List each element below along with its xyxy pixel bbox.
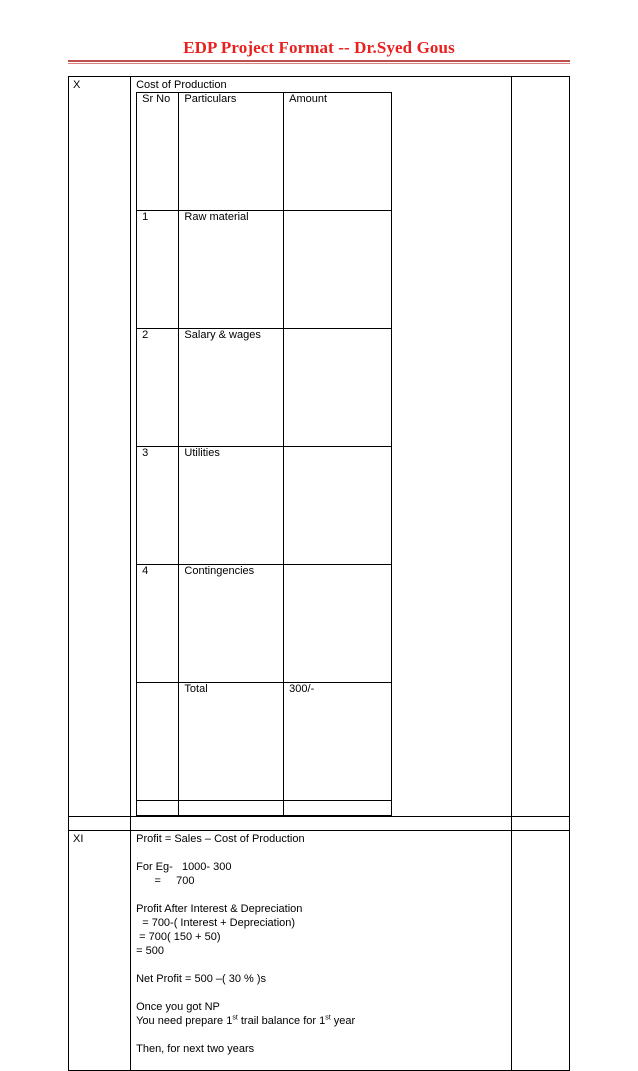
- table-row-blank: [137, 801, 392, 816]
- table-cell: Salary & wages: [179, 329, 284, 447]
- pad-heading: Profit After Interest & Depreciation: [136, 903, 303, 915]
- column-header: Particulars: [179, 93, 284, 211]
- table-cell: 1: [137, 211, 179, 329]
- table-cell: 2: [137, 329, 179, 447]
- note-text: You need prepare 1: [136, 1015, 233, 1027]
- trial-balance-note: [136, 1014, 511, 1028]
- pad-formula: = 700-( Interest + Depreciation): [136, 917, 296, 929]
- table-cell: 300/-: [284, 683, 392, 801]
- format-table: [68, 76, 570, 1071]
- table-cell: [284, 447, 392, 565]
- header-rule: [68, 60, 570, 62]
- pad-values: = 700( 150 + 50): [136, 931, 221, 943]
- table-cell: [179, 801, 284, 816]
- table-row: [137, 211, 392, 329]
- table-cell: [137, 801, 179, 816]
- section-xi-row: [69, 831, 570, 1071]
- table-cell: [284, 565, 392, 683]
- table-cell: [137, 683, 179, 801]
- spacer-cell: [131, 817, 512, 831]
- section-x-title: Cost of Production: [136, 79, 227, 91]
- table-cell: Raw material: [179, 211, 284, 329]
- page-title: EDP Project Format -- Dr.Syed Gous: [183, 38, 455, 57]
- section-xi-content: [131, 831, 512, 1071]
- note-text: trail balance for 1: [237, 1015, 326, 1027]
- table-cell: Contingencies: [179, 565, 284, 683]
- spacer-row: [69, 817, 570, 831]
- table-row: [137, 447, 392, 565]
- profit-formula: Profit = Sales – Cost of Production: [136, 833, 305, 845]
- section-xi-extra: [511, 831, 569, 1071]
- spacer-cell: [511, 817, 569, 831]
- superscript: st: [232, 1014, 238, 1022]
- header-rule-thin: [68, 63, 570, 64]
- section-x-content: [131, 77, 512, 817]
- column-header: Amount: [284, 93, 392, 211]
- table-cell: [284, 801, 392, 816]
- note-text: year: [330, 1015, 356, 1027]
- table-cell: Total: [179, 683, 284, 801]
- column-header: Sr No: [137, 93, 179, 211]
- section-x-number: X: [69, 77, 131, 817]
- table-row-total: [137, 683, 392, 801]
- table-row: [137, 329, 392, 447]
- example-line: For Eg- 1000- 300: [136, 861, 232, 873]
- pad-result: = 500: [136, 945, 164, 957]
- table-cell: Utilities: [179, 447, 284, 565]
- net-profit-line: Net Profit = 500 –( 30 % )s: [136, 973, 267, 985]
- table-cell: [284, 211, 392, 329]
- table-cell: [284, 329, 392, 447]
- table-row: [137, 565, 392, 683]
- spacer-cell: [69, 817, 131, 831]
- next-years-note: Then, for next two years: [136, 1043, 255, 1055]
- example-result: = 700: [136, 875, 195, 887]
- table-cell: 4: [137, 565, 179, 683]
- section-x-row: [69, 77, 570, 817]
- cost-table: [136, 92, 392, 816]
- table-cell: 3: [137, 447, 179, 565]
- superscript: st: [325, 1014, 331, 1022]
- section-x-extra: [511, 77, 569, 817]
- cost-table-header: [137, 93, 392, 211]
- section-xi-number: XI: [69, 831, 131, 1071]
- np-note: Once you got NP: [136, 1001, 220, 1013]
